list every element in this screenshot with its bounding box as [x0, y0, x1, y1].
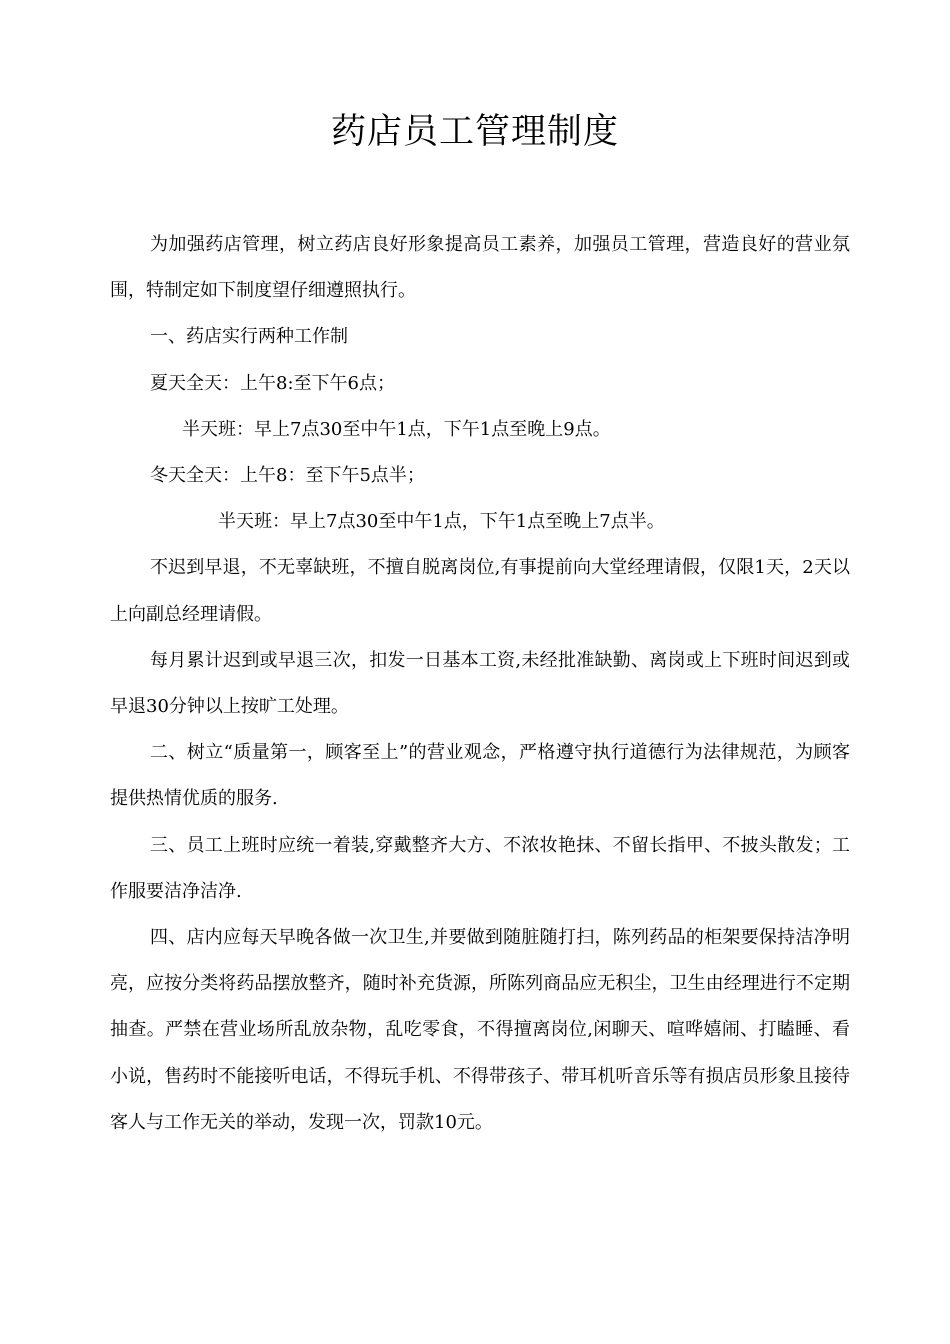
- document-body: [110, 222, 850, 1146]
- paragraph-lateness-penalty: 每月累计迟到或早退三次，扣发一日基本工资,未经批准缺勤、离岗或上下班时间迟到或早退30分钟以上按旷工处理。: [110, 649, 850, 718]
- paragraph-section-3: 三、员工上班时应统一着装,穿戴整齐大方、不浓妆艳抹、不留长指甲、不披头散发；工作服要洁净洁净.: [110, 834, 850, 902]
- paragraph-attendance: 不迟到早退，不无辜缺班，不擅自脱离岗位,有事提前向大堂经理请假，仅限1天，2天以上向副总经理请假。: [110, 557, 850, 625]
- paragraph-winter-half-day: 半天班：早上7点30至中午1点，下午1点至晚上7点半。: [218, 511, 665, 533]
- document-title: 药店员工管理制度: [330, 112, 619, 152]
- paragraph-intro: 为加强药店管理，树立药店良好形象提高员工素养，加强员工管理，营造良好的营业氛围，特制定如下制度望仔细遵照执行。: [110, 234, 850, 302]
- paragraph-summer-full-day: 夏天全天：上午8:至下午6点；: [150, 372, 395, 394]
- paragraph-section-2: 二、树立“质量第一，顾客至上”的营业观念，严格遵守执行道德行为法律规范，为顾客提供热情优质的服务.: [110, 742, 850, 810]
- paragraph-summer-half-day: 半天班：早上7点30至中午1点，下午1点至晚上9点。: [182, 418, 611, 440]
- paragraph-section-1: 一、药店实行两种工作制: [150, 326, 348, 348]
- paragraph-winter-full-day: 冬天全天：上午8：至下午5点半；: [150, 465, 425, 487]
- paragraph-section-4: 四、店内应每天早晚各做一次卫生,并要做到随脏随打扫，陈列药品的柜架要保持洁净明亮，应按分类将药品摆放整齐，随时补充货源，所陈列商品应无积尘，卫生由经理进行不定期抽查。严禁在营业场所乱放杂物，乱吃零食，不得擅离岗位,闲聊天、喧哗嬉闹、打瞌睡、看小说，售药时不能接听电话，不得玩手机、不得带孩子、带耳机听音乐等有损店员形象且接待客人与工作无关的举动，发现一次，罚款10元。: [110, 927, 850, 1133]
